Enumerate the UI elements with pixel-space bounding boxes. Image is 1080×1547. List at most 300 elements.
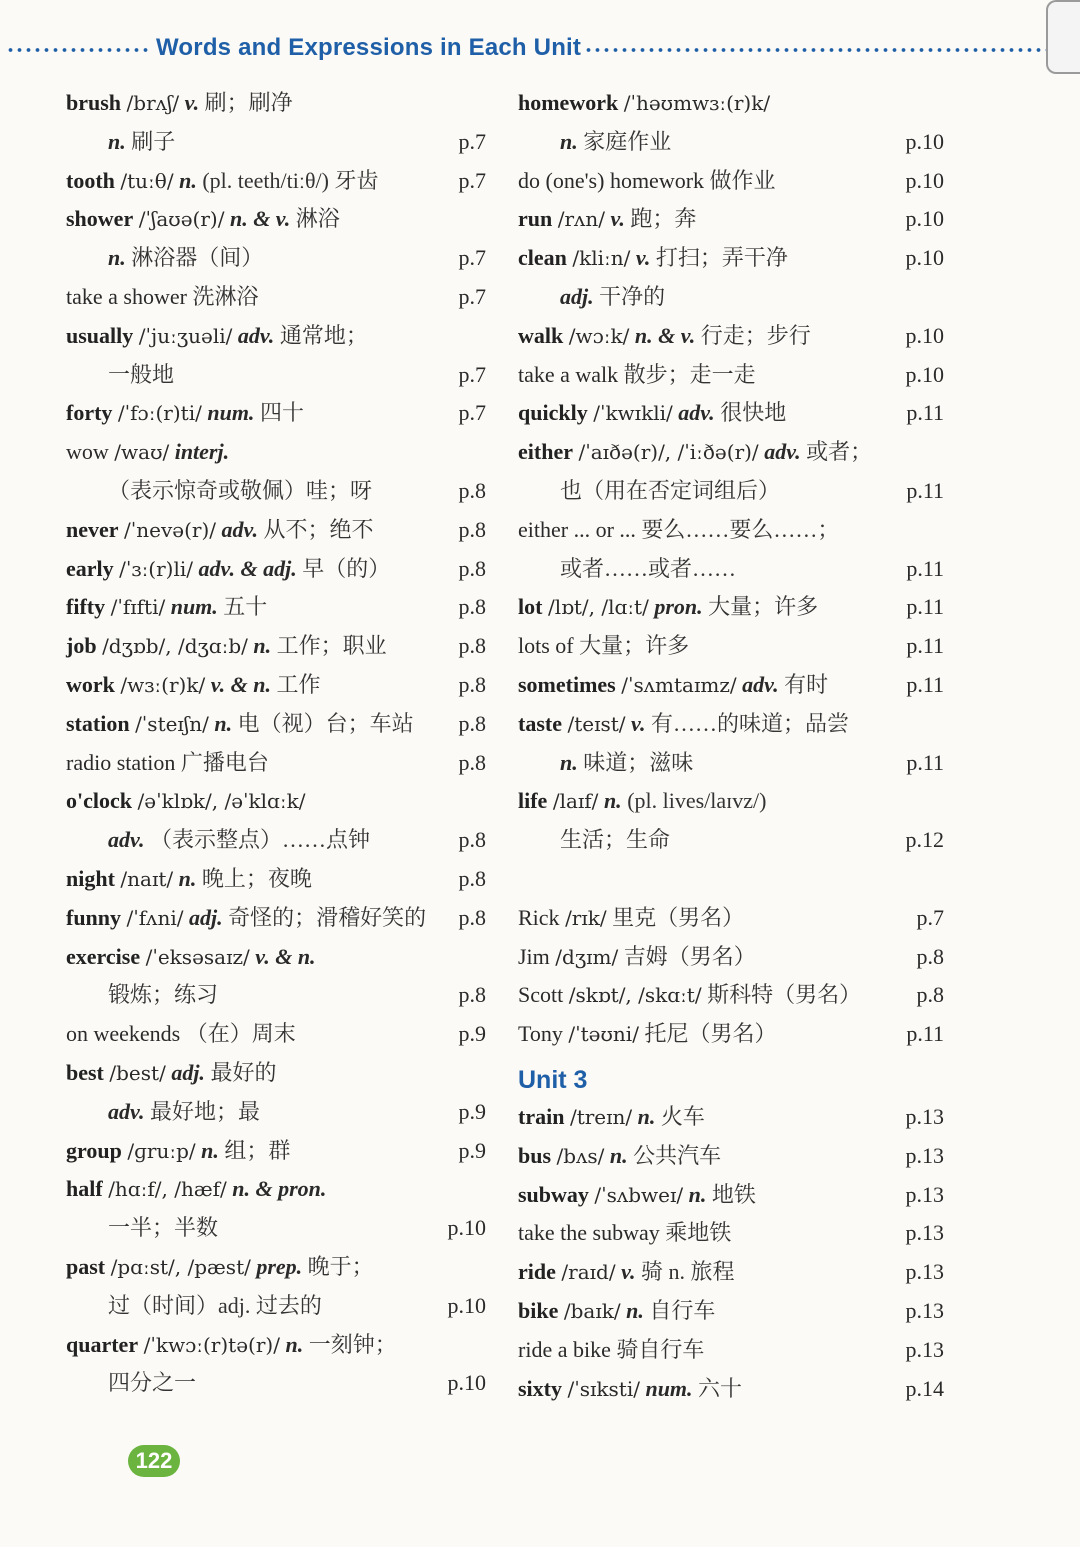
chinese-gloss: 电（视）台；车站 (237, 710, 414, 736)
phonetic: /baɪk/ (563, 1298, 621, 1323)
part-of-speech: adv. (742, 671, 779, 697)
chinese-gloss: 大量；许多 (708, 594, 819, 620)
entry-text (66, 938, 316, 976)
phonetic: /naɪt/ (120, 866, 174, 891)
part-of-speech: n. (603, 788, 622, 814)
headword: exercise (66, 943, 141, 969)
vocab-entry (66, 588, 486, 627)
headword: past (66, 1253, 106, 1279)
part-of-speech: n. (560, 128, 578, 154)
chinese-gloss: 散步；走一走 (623, 361, 756, 387)
chinese-gloss: 骑自行车 (616, 1336, 705, 1362)
entry-text (66, 511, 374, 549)
entry-text (66, 1054, 276, 1092)
page-reference: p.10 (905, 128, 944, 154)
entry-text (560, 123, 671, 161)
phrase: do (one's) homework (518, 167, 705, 193)
phonetic: /ˈeksəsaɪz/ (145, 944, 250, 969)
page-reference: p.11 (906, 671, 944, 697)
phonetic: /hɑːf/, /hæf/ (108, 1177, 227, 1202)
vocab-entry (518, 1137, 944, 1176)
entry-continuation (518, 278, 944, 317)
vocab-entry (518, 394, 944, 433)
phonetic: /bʌs/ (556, 1143, 605, 1168)
part-of-speech: n. (108, 245, 126, 271)
chinese-gloss: 从不；绝不 (263, 516, 374, 542)
entry-text (108, 356, 174, 394)
part-of-speech: prep. (256, 1253, 303, 1279)
page-reference: p.11 (906, 400, 944, 426)
headword: either (518, 439, 573, 465)
page-reference: p.13 (905, 1181, 944, 1207)
entry-text (518, 239, 788, 277)
entry-text (108, 123, 175, 161)
page-reference: p.8 (458, 516, 486, 542)
part-of-speech: n. & v. (229, 206, 291, 232)
entry-continuation (518, 472, 944, 511)
headword: lot (518, 594, 543, 620)
chinese-gloss: （在）周末 (185, 1021, 296, 1047)
page-reference: p.7 (458, 283, 486, 309)
chinese-gloss: 早（的） (302, 555, 391, 581)
phonetic: /raɪd/ (561, 1260, 616, 1285)
entry-text (66, 200, 340, 238)
headword: taste (518, 710, 562, 736)
part-of-speech: n. & pron. (232, 1176, 327, 1202)
part-of-speech: v. (610, 206, 625, 232)
entry-text (518, 1292, 715, 1330)
part-of-speech: num. (207, 400, 255, 426)
vocab-entry (66, 860, 486, 899)
dotted-rule-left (6, 46, 152, 54)
part-of-speech: pron. (654, 594, 703, 620)
vocab-entry (518, 588, 944, 627)
chinese-gloss: 要么……要么……； (641, 516, 840, 542)
chinese-gloss: 或者……或者…… (560, 555, 737, 581)
entry-text (66, 627, 387, 665)
headword: half (66, 1176, 103, 1202)
entry-text (518, 84, 770, 122)
headword: quickly (518, 400, 588, 426)
vocab-entry (518, 782, 944, 821)
headword: homework (518, 90, 619, 115)
phonetic: /rʌn/ (557, 207, 605, 232)
phonetic: /ˈsʌbweɪ/ (594, 1182, 684, 1207)
phonetic: /ˈfɪfti/ (110, 595, 166, 620)
headword: ride (518, 1259, 556, 1285)
chinese-gloss: 组；群 (224, 1137, 291, 1163)
vocab-entry (518, 1214, 944, 1253)
entry-text (66, 860, 312, 898)
phrase: on weekends (66, 1021, 181, 1047)
chinese-gloss: 奇怪的；滑稽好笑的 (228, 904, 427, 930)
entry-text (518, 938, 756, 976)
page-reference: p.12 (905, 827, 944, 853)
vocab-entry (518, 976, 944, 1015)
section-header (0, 32, 1060, 72)
headword: sometimes (518, 671, 616, 697)
headword: train (518, 1103, 565, 1129)
entry-text (560, 550, 736, 588)
part-of-speech: n. (285, 1331, 304, 1357)
entry-text (66, 278, 258, 316)
page-reference: p.8 (916, 982, 944, 1008)
phonetic: /teɪst/ (567, 711, 626, 736)
entry-text (108, 1287, 322, 1325)
vocab-entry (66, 938, 486, 977)
page-reference: p.10 (447, 1215, 486, 1241)
page-reference: p.9 (458, 1098, 486, 1124)
page-reference: p.8 (458, 904, 486, 930)
page-reference: p.10 (905, 206, 944, 232)
page-reference: p.8 (458, 633, 486, 659)
chinese-gloss: 刷；刷净 (204, 90, 293, 115)
vocab-entry (66, 84, 486, 123)
headword: life (518, 788, 548, 814)
vocab-entry (518, 1331, 944, 1370)
vocab-entry (66, 1170, 486, 1209)
entry-text (66, 1326, 397, 1364)
chinese-gloss: 也（用在否定词组后） (560, 477, 781, 503)
page-reference: p.9 (458, 1137, 486, 1163)
page-reference: p.7 (916, 904, 944, 930)
entry-text (518, 200, 696, 238)
dotted-rule-right (584, 46, 1050, 54)
entry-text (66, 394, 304, 432)
chinese-gloss: 乘地铁 (665, 1220, 732, 1246)
phonetic: /ˈfɔː(r)ti/ (117, 401, 202, 426)
headword: clean (518, 245, 567, 271)
part-of-speech: num. (170, 594, 218, 620)
page-reference: p.8 (458, 710, 486, 736)
phonetic: /treɪn/ (569, 1104, 633, 1129)
headword: usually (66, 322, 134, 348)
entry-text (66, 588, 267, 626)
chinese-gloss: 过（时间）adj. 过去的 (108, 1292, 322, 1318)
headword: walk (518, 322, 564, 348)
chinese-gloss: 最好的 (210, 1059, 277, 1085)
phrase: Rick (518, 904, 560, 930)
phonetic: /rɪk/ (565, 905, 607, 930)
entry-text (560, 821, 670, 859)
entry-text (518, 356, 756, 394)
entry-text (518, 1370, 742, 1408)
vocab-entry (518, 1176, 944, 1215)
part-of-speech: adv. (221, 516, 258, 542)
vocab-entry (518, 1370, 944, 1409)
chinese-gloss: 跑；奔 (630, 206, 697, 232)
page-reference: p.8 (458, 594, 486, 620)
entry-text (560, 278, 665, 316)
chinese-gloss: 公共汽车 (633, 1142, 722, 1168)
chinese-gloss: 工作；职业 (276, 633, 387, 659)
vocab-entry (518, 239, 944, 278)
entry-continuation (66, 1209, 486, 1248)
entry-text (66, 1170, 326, 1208)
page-reference: p.11 (906, 594, 944, 620)
vocab-entry (66, 200, 486, 239)
chinese-gloss: 很快地 (720, 400, 787, 426)
chinese-gloss: 生活；生命 (560, 827, 671, 853)
phonetic: /kliːn/ (572, 246, 631, 271)
vocab-entry (66, 1326, 486, 1365)
chinese-gloss: 打扫；弄干净 (655, 245, 788, 271)
entry-text (108, 1364, 196, 1402)
chinese-gloss: 吉姆（男名） (623, 943, 756, 969)
entry-text (518, 162, 776, 200)
part-of-speech: adv. (678, 400, 715, 426)
phrase: radio station (66, 749, 176, 775)
vocab-entry (518, 627, 944, 666)
chinese-gloss: 大量；许多 (579, 633, 690, 659)
phonetic: /ˈaɪðə(r)/, /ˈiːðə(r)/ (578, 440, 759, 465)
vocab-entry (518, 899, 944, 938)
entry-text (66, 162, 378, 200)
vocab-entry (66, 1054, 486, 1093)
part-of-speech: adv. & adj. (198, 555, 297, 581)
phonetic: /ˈkwɪkli/ (593, 401, 673, 426)
phonetic: /ˈtəʊni/ (568, 1022, 639, 1047)
vocab-entry (518, 433, 944, 472)
page-reference: p.13 (905, 1220, 944, 1246)
chinese-gloss: 晚于； (307, 1253, 374, 1279)
headword: forty (66, 400, 113, 426)
phonetic: /tuːθ/ (120, 168, 174, 193)
page-reference: p.11 (906, 555, 944, 581)
part-of-speech: adv. (108, 827, 145, 853)
page-reference: p.8 (458, 982, 486, 1008)
phrase: take the subway (518, 1220, 660, 1246)
entry-text (518, 1214, 731, 1252)
phonetic: /skɒt/, /skɑːt/ (568, 983, 702, 1008)
vocab-entry (66, 744, 486, 783)
part-of-speech: v. (631, 710, 646, 736)
page-reference: p.10 (905, 245, 944, 271)
unit-heading: Unit 3 (518, 1065, 588, 1094)
vocab-entry (518, 1253, 944, 1292)
entry-continuation (518, 123, 944, 162)
vocab-entry (66, 511, 486, 550)
phonetic: /ˈnevə(r)/ (124, 517, 217, 542)
entry-continuation (66, 1093, 486, 1132)
entry-text (518, 1253, 735, 1291)
entry-text (518, 1176, 756, 1214)
entry-text (108, 1093, 260, 1131)
vocabulary-column-left (66, 84, 486, 1403)
vocab-entry (66, 666, 486, 705)
phonetic: /əˈklɒk/, /əˈklɑːk/ (137, 789, 306, 814)
chinese-gloss: 四十 (259, 400, 304, 426)
page-reference: p.7 (458, 128, 486, 154)
entry-text (66, 1015, 296, 1053)
headword: best (66, 1059, 104, 1085)
headword: run (518, 206, 553, 232)
headword: sixty (518, 1375, 562, 1401)
page-reference: p.8 (458, 865, 486, 891)
entry-text (518, 666, 828, 704)
phrase: lots of (518, 633, 574, 659)
chinese-gloss: 一半；半数 (108, 1215, 219, 1241)
page-reference: p.7 (458, 167, 486, 193)
phrase: take a walk (518, 361, 619, 387)
page-reference: p.13 (905, 1103, 944, 1129)
chinese-gloss: 火车 (660, 1103, 705, 1129)
phonetic: /laɪf/ (552, 789, 599, 814)
part-of-speech: adj. (189, 904, 223, 930)
part-of-speech: v. (621, 1259, 636, 1285)
entry-text (560, 744, 693, 782)
vocab-entry (518, 200, 944, 239)
phonetic: /ˈsteɪʃn/ (135, 711, 209, 736)
part-of-speech: adv. (108, 1098, 145, 1124)
phonetic: /ɡruːp/ (127, 1138, 196, 1163)
headword: bus (518, 1142, 552, 1168)
headword: work (66, 671, 115, 697)
phrase: Tony (518, 1021, 563, 1047)
phonetic: /ˈʃaʊə(r)/ (138, 207, 225, 232)
vocab-entry (66, 1015, 486, 1054)
page-reference: p.10 (447, 1292, 486, 1318)
entry-text (518, 511, 839, 549)
chinese-gloss: 锻炼；练习 (108, 982, 219, 1008)
vocab-entry (518, 511, 944, 550)
headword: early (66, 555, 114, 581)
page-reference: p.7 (458, 400, 486, 426)
headword: tooth (66, 167, 115, 193)
phonetic: /dʒɒb/, /dʒɑːb/ (102, 634, 248, 659)
page-reference: p.11 (906, 1021, 944, 1047)
phonetic: /best/ (109, 1060, 166, 1085)
part-of-speech: n. (626, 1297, 644, 1323)
phrase: either ... or ... (518, 516, 636, 542)
entry-text (518, 1331, 704, 1369)
phonetic: /dʒɪm/ (555, 944, 619, 969)
vocab-entry (66, 899, 486, 938)
vocab-entry (66, 278, 486, 317)
chinese-gloss: 最好地；最 (149, 1098, 260, 1124)
chinese-gloss: 托尼（男名） (644, 1021, 777, 1047)
chinese-gloss: 一刻钟； (308, 1331, 397, 1357)
phonetic: /ˈsɪksti/ (567, 1376, 640, 1401)
phrase: take a shower (66, 283, 187, 309)
entry-text (66, 1248, 374, 1286)
phrase: wow (66, 439, 109, 465)
part-of-speech: n. (201, 1137, 219, 1163)
entry-continuation (66, 123, 486, 162)
phonetic: /lɒt/, /lɑːt/ (547, 595, 649, 620)
vocab-entry (518, 162, 944, 201)
page-reference: p.8 (458, 671, 486, 697)
part-of-speech: n. & v. (634, 322, 696, 348)
page-reference: p.11 (906, 477, 944, 503)
vocab-entry (518, 84, 944, 123)
entry-text (518, 1098, 705, 1136)
vocab-entry (66, 782, 486, 821)
page-reference: p.8 (458, 477, 486, 503)
chinese-gloss: 工作 (276, 671, 321, 697)
vocab-entry (518, 1098, 944, 1137)
part-of-speech: adv. (237, 322, 275, 348)
headword: o'clock (66, 788, 132, 814)
page-reference: p.10 (905, 361, 944, 387)
chinese-gloss: 干净的 (599, 283, 666, 309)
vocab-entry (66, 317, 486, 356)
chinese-gloss: 斯科特（男名） (707, 982, 862, 1008)
section-title: Words and Expressions in Each Unit (156, 34, 582, 61)
headword: quarter (66, 1331, 139, 1357)
entry-continuation (66, 239, 486, 278)
headword: job (66, 633, 97, 659)
page-number-badge: 122 (128, 1445, 180, 1477)
page-reference: p.8 (916, 943, 944, 969)
headword: group (66, 1137, 122, 1163)
entry-continuation (66, 976, 486, 1015)
headword: subway (518, 1181, 589, 1207)
entry-text (108, 472, 372, 510)
page-reference: p.13 (905, 1142, 944, 1168)
page-reference: p.9 (458, 1021, 486, 1047)
vocab-entry (518, 317, 944, 356)
entry-text (108, 239, 263, 277)
phrase: Scott (518, 982, 564, 1008)
headword: station (66, 710, 130, 736)
vocab-entry (66, 1248, 486, 1287)
chinese-gloss: 洗淋浴 (192, 283, 259, 309)
headword: fifty (66, 594, 106, 620)
page-reference: p.10 (447, 1370, 486, 1396)
entry-text (108, 821, 370, 859)
vocab-entry (518, 938, 944, 977)
phonetic: /ˈkwɔː(r)tə(r)/ (143, 1332, 280, 1357)
entry-text (518, 627, 689, 665)
part-of-speech: n. (214, 710, 233, 736)
entry-text (518, 394, 786, 432)
chinese-gloss: 骑 n. 旅程 (641, 1259, 735, 1285)
page-reference: p.8 (458, 827, 486, 853)
entry-continuation (66, 1287, 486, 1326)
part-of-speech: n. (560, 749, 578, 775)
phonetic: /wɔːk/ (568, 323, 630, 348)
vocab-entry (518, 356, 944, 395)
entry-text (66, 744, 269, 782)
headword: night (66, 865, 115, 891)
chinese-gloss: (pl. lives/laɪvz/) (627, 788, 767, 814)
entry-text (518, 588, 818, 626)
chinese-gloss: (pl. teeth/tiːθ/) 牙齿 (202, 167, 379, 193)
chinese-gloss: （表示整点）……点钟 (149, 827, 370, 853)
vocab-entry (66, 550, 486, 589)
part-of-speech: adv. (764, 439, 801, 465)
entry-continuation (66, 1364, 486, 1403)
part-of-speech: n. (178, 865, 197, 891)
phonetic: /ˈsʌmtaɪmz/ (621, 672, 737, 697)
headword: never (66, 516, 119, 542)
vocab-entry (66, 433, 486, 472)
entry-continuation (518, 550, 944, 589)
vocab-entry (66, 162, 486, 201)
part-of-speech: v. & n. (255, 943, 316, 969)
page-reference: p.7 (458, 245, 486, 271)
phonetic: /pɑːst/, /pæst/ (110, 1254, 251, 1279)
vocab-entry (66, 1132, 486, 1171)
phrase: ride a bike (518, 1336, 611, 1362)
phonetic: /ˈɜː(r)li/ (119, 556, 194, 581)
vocab-entry (66, 705, 486, 744)
entry-text (518, 317, 811, 355)
entry-text (66, 550, 390, 588)
chinese-gloss: 淋浴器（间） (131, 245, 264, 271)
page-reference: p.13 (905, 1297, 944, 1323)
